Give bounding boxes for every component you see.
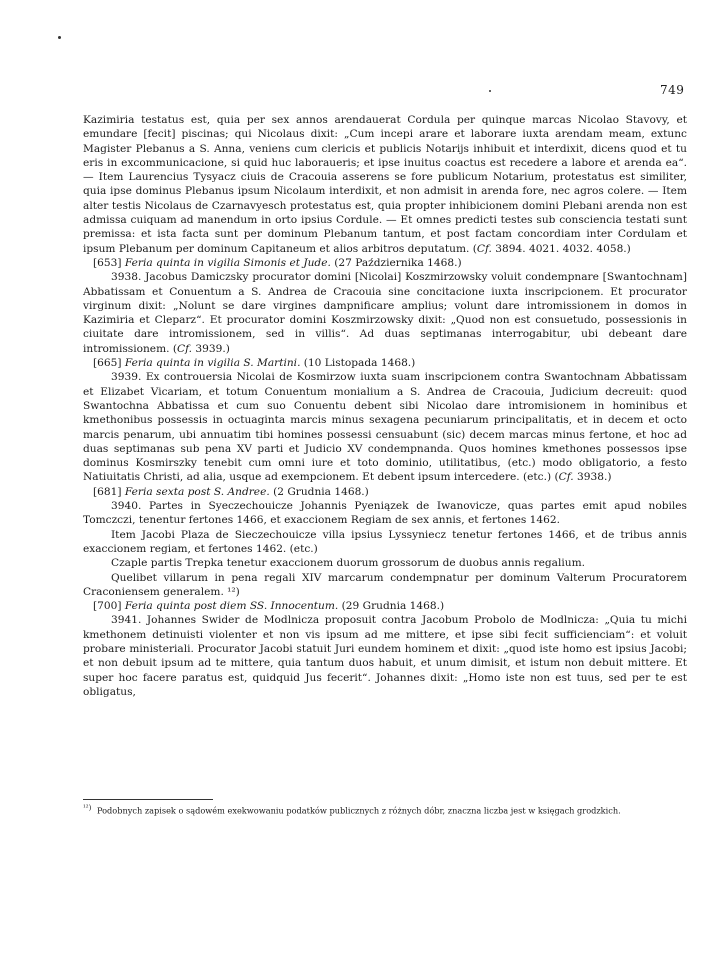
- main-text-block: [83, 113, 687, 699]
- italic-text: Cf.: [476, 242, 492, 255]
- text-segment: (10 Listopada 1468.): [300, 357, 416, 370]
- footnote-text: Podobnych zapisek o sądowém exekwowaniu podatków publicznych z różnych dóbr, znaczna liczba jest w księgach grodzkich.: [96, 805, 621, 816]
- text-segment: [681]: [93, 485, 125, 498]
- entry-paragraph: [83, 556, 687, 570]
- italic-text: Feria quinta post diem SS. Innocentum.: [124, 600, 339, 613]
- entry-paragraph: [83, 370, 687, 484]
- footnote: [83, 803, 687, 817]
- italic-text: Cf.: [558, 471, 574, 484]
- text-segment: 3938.): [573, 471, 612, 484]
- session-heading: [83, 485, 687, 499]
- scan-speck: [489, 90, 491, 92]
- text-segment: 3894. 4021. 4032. 4058.): [491, 242, 631, 255]
- entry-paragraph: [83, 270, 687, 356]
- text-segment: 3938. Jacobus Damiczsky procurator domini [Nicolai] Koszmirzowsky voluit condempnare [Swantochnam] Abbatissam et Conuentum a S. Andrea de Cracouia sine concitacione iuxta inscripcionem. Et procurator virginum dixit: „Nolunt se dare virgines dampnificare amplius; volunt dare intromissionem in domos in Kazimiria et Cleparz“. Et procurator domini Koszmirzowsky dixit: „Quod non est consuetudo, possessionis in ciuitate dare intromissionem, sed in villis“. Ad duas septimanas interrogabitur, ubi debeant dare intromissionem. (: [83, 271, 687, 355]
- entry-paragraph: [83, 528, 687, 557]
- italic-text: Cf.: [177, 342, 193, 355]
- text-segment: (29 Grudnia 1468.): [338, 600, 445, 613]
- session-heading: [83, 256, 687, 270]
- text-segment: [653]: [93, 256, 125, 269]
- text-segment: Quelibet villarum in pena regali XIV marcarum condempnatur per dominum Valterum Procuratorem Craconiensem generalem. ¹²): [83, 571, 687, 598]
- italic-text: Feria sexta post S. Andree.: [124, 485, 270, 498]
- text-segment: (2 Grudnia 1468.): [269, 485, 369, 498]
- entry-paragraph: [83, 613, 687, 699]
- text-segment: [700]: [93, 600, 125, 613]
- scan-speck: [58, 36, 61, 39]
- entry-paragraph: [83, 499, 687, 528]
- italic-text: Feria quinta in vigilia Simonis et Jude.: [124, 256, 331, 269]
- entry-paragraph: [83, 113, 687, 256]
- text-segment: 3939.): [192, 342, 230, 355]
- text-segment: 3940. Partes in Syeczechouicze Johannis Pyeniązek de Iwanovicze, quas partes emit apud nobiles Tomczczi, tenentur fertones 1466, et exaccionem Regiam de sex annis, et fertones 1462.: [83, 500, 687, 527]
- text-segment: (27 Października 1468.): [330, 256, 462, 269]
- page-number: 749: [660, 83, 685, 97]
- italic-text: Feria quinta in vigilia S. Martini.: [124, 357, 301, 370]
- text-segment: 3939. Ex controuersia Nicolai de Kosmirzow iuxta suam inscripcionem contra Swantochnam Abbatissam et Elizabet Vicariam, et totum Conuentum monialium a S. Andrea de Cracouia, Judicium decreuit: quod Swantochna Abbatissa et cum suo Conuentu debent sibi Nicolao dare intromisionem in hominibus et kmethonibus possessis in octuaginta marcis minus sexagena pecuniarum principalitatis, et in decem et octo marcis penarum, ubi annuatim tibi homines possessi censuabunt (sic) decem marcas minus fertone, et hoc ad duas septimanas sub pena XV parti et Judicio XV condempnanda. Quos homines kmethones possessos ipse dominus Kosmirszky tenebit cum omni iure et toto dominio, utilitatibus, (etc.) modo obligatorio, a festo Natiuitatis Christi, ad alia, usque ad exempcionem. Et debent ipsum intercedere. (etc.) (: [83, 371, 687, 484]
- footnote-marker: ¹²): [83, 804, 92, 812]
- session-heading: [83, 356, 687, 370]
- entry-paragraph: [83, 571, 687, 600]
- text-segment: Kazimiria testatus est, quia per sex annos arendauerat Cordula per quinque marcas Nicolao Stavovy, et emundare [fecit] piscinas; qui Nicolaus dixit: „Cum incepi arare et laborare iuxta arendam meam, extunc Magister Plebanus a S. Anna, veniens cum clericis et publicis Notarijs inhibuit et interdixit, dicens quod et tu eris in excommunicacione, si quid huc laboraueris; et ipse inuitus coactus est recedere a labore et arenda ea“. — Item Laurencius Tysyacz ciuis de Cracouia asserens se fore publicum Notarium, protestatus est similiter, quia ipse dominus Plebanus ipsum Nicolaum interdixit, et non admisit in arenda fore, nec agros colere. — Item alter testis Nicolaus de Czarnavyesch protestatus est, quia propter inhibicionem domini Plebani arenda non est admissa cuiquam ad manendum in orto ipsius Cordule. — Et omnes predicti testes sub consciencia testati sunt premissa: et ista facta sunt per dominum Plebanum tantum, et post factam concordiam inter Cordulam et ipsum Plebanum per dominum Capitaneum et alios arbitros deputatum. (: [83, 114, 687, 255]
- text-segment: 3941. Johannes Swider de Modlnicza proposuit contra Jacobum Probolo de Modlnicza: „Quia tu michi kmethonem detinuisti violenter et non vis ipsum ad me mittere, et ipse sibi fecit sufficienciam“: et voluit probare ministeriali. Procurator Jacobi statuit Juri eundem hominem et dixit: „quod iste homo est ipsius Jacobi; et non debuit ipsum ad te mittere, quia tantum duos habuit, et unum dimisit, et istum non debuit mittere. Et super hoc facere paratus est, quidquid Jus fecerit“. Johannes dixit: „Homo iste non est tuus, sed per te est obligatus,: [83, 614, 687, 698]
- text-segment: [665]: [93, 357, 125, 370]
- text-segment: Czaple partis Trepka tenetur exaccionem duorum grossorum de duobus annis regalium.: [111, 557, 585, 570]
- text-segment: Item Jacobi Plaza de Sieczechouicze villa ipsius Lyssyniecz tenetur fertones 1466, et de tribus annis exaccionem regiam, et fertones 1462. (etc.): [83, 528, 687, 555]
- session-heading: [83, 599, 687, 613]
- footnote-divider: [83, 799, 213, 800]
